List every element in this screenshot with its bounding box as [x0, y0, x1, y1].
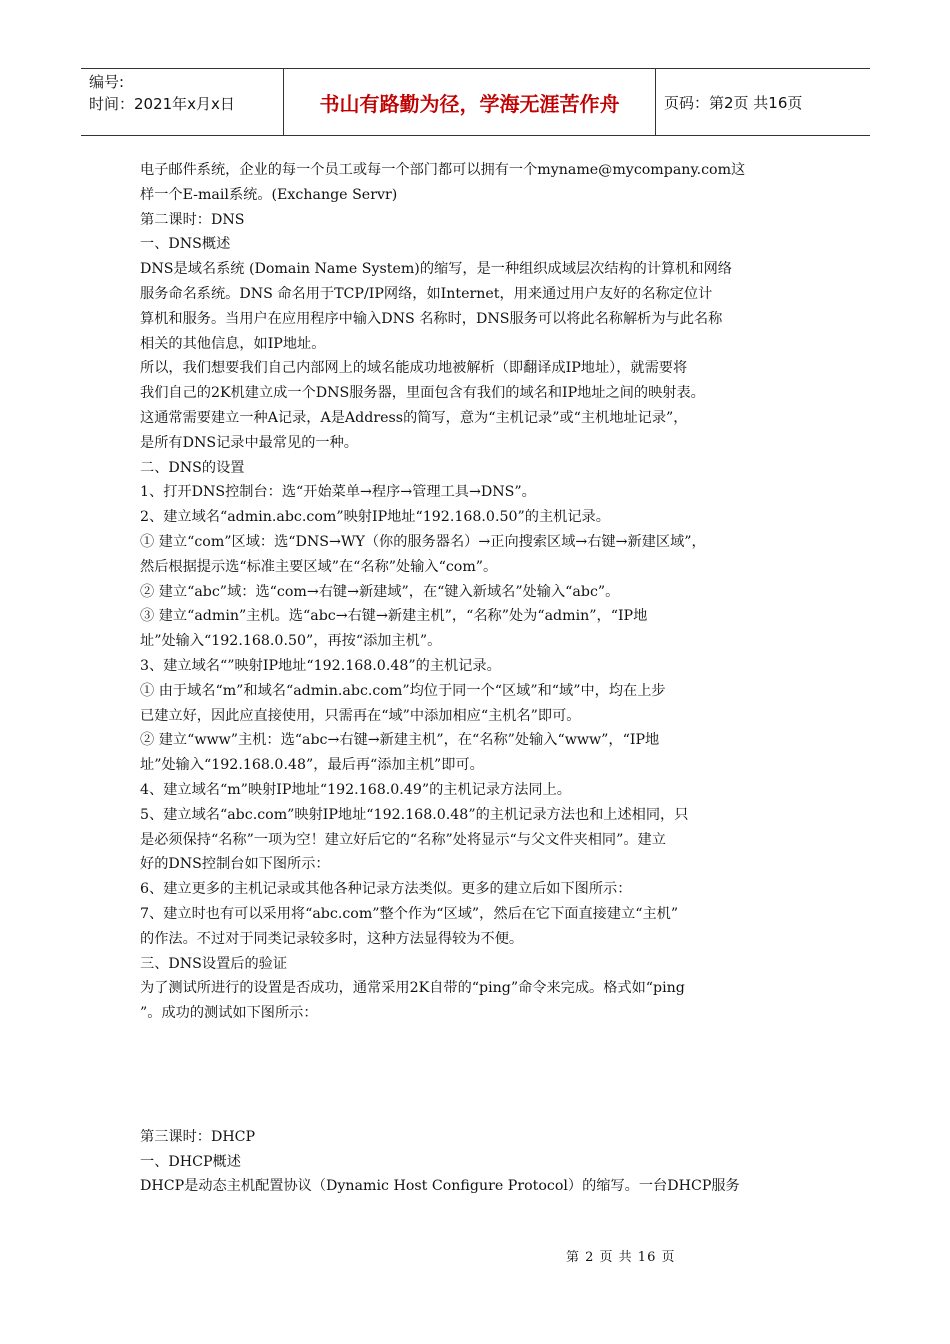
- text-line: ② 建立“abc”域：选“com→右键→新建域”，在“键入新域名”处输入“abc”。: [140, 583, 620, 600]
- text-line: ① 由于域名“m”和域名“admin.abc.com”均位于同一个“区域”和“域”中，均在上步: [140, 682, 666, 699]
- text-line: 这通常需要建立一种A记录，A是Address的简写，意为“主机记录”或“主机地址记录”，: [140, 409, 688, 426]
- text-line: 7、建立时也有可以采用将“abc.com”整个作为“区域”，然后在它下面直接建立“主机”: [140, 905, 679, 922]
- text-line: 址”处输入“192.168.0.50”，再按“添加主机”。: [140, 633, 442, 650]
- text-line: DNS是域名系统 (Domain Name System)的缩写，是一种组织成域层次结构的计算机和网络: [140, 261, 732, 278]
- text-line: 是所有DNS记录中最常见的一种。: [140, 434, 358, 451]
- text-line: 算机和服务。当用户在应用程序中输入DNS 名称时，DNS服务可以将此名称解析为与此名称: [140, 310, 723, 327]
- text-line: ② 建立“www”主机：选“abc→右键→新建主机”，在“名称”处输入“www”，“IP地: [140, 732, 660, 749]
- page-header: [81, 68, 870, 136]
- text-line: ③ 建立“admin”主机。选“abc→右键→新建主机”，“名称”处为“admin”，“IP地: [140, 608, 648, 625]
- header-page-label: 页码：第2页 共16页: [664, 93, 803, 112]
- text-line: 所以，我们想要我们自己内部网上的域名能成功地被解析（即翻译成IP地址），就需要将: [140, 360, 688, 377]
- section-heading: 第三课时：DHCP: [140, 1128, 256, 1145]
- text-line: 然后根据提示选“标准主要区域”在“名称”处输入“com”。: [140, 558, 498, 575]
- text-line: ① 建立“com”区域：选“DNS→WY（你的服务器名）→正向搜索区域→右键→新建区域”，: [140, 533, 706, 550]
- text-line: 电子邮件系统，企业的每一个员工或每一个部门都可以拥有一个myname@mycompany.com这: [140, 162, 746, 178]
- text-line: 已建立好，因此应直接使用，只需再在“域”中添加相应“主机名”即可。: [140, 707, 581, 724]
- text-line: 我们自己的2K机建立成一个DNS服务器，里面包含有我们的域名和IP地址之间的映射表。: [140, 385, 705, 402]
- header-meta: [81, 69, 283, 135]
- text-line: 服务命名系统。DNS 命名用于TCP/IP网络，如Internet，用来通过用户友好的名称定位计: [140, 285, 713, 302]
- text-line: 样一个E-mail系统。(Exchange Servr): [140, 186, 398, 203]
- document-body: [140, 158, 812, 1199]
- text-line: 6、建立更多的主机记录或其他各种记录方法类似。更多的建立后如下图所示：: [140, 881, 632, 898]
- section-heading: 三、DNS设置后的验证: [140, 955, 288, 972]
- section-heading: 一、DHCP概述: [140, 1153, 241, 1170]
- section-heading: 一、DNS概述: [140, 236, 231, 253]
- text-line: 址”处输入“192.168.0.48”，最后再“添加主机”即可。: [140, 757, 484, 774]
- section-heading: 二、DNS的设置: [140, 459, 245, 476]
- text-line: 1、打开DNS控制台：选“开始菜单→程序→管理工具→DNS”。: [140, 484, 536, 501]
- text-line: 相关的其他信息，如IP地址。: [140, 335, 326, 352]
- text-line: 3、建立域名“”映射IP地址“192.168.0.48”的主机记录。: [140, 657, 501, 674]
- text-line: 好的DNS控制台如下图所示：: [140, 856, 330, 873]
- text-line: 为了测试所进行的设置是否成功，通常采用2K自带的“ping”命令来完成。格式如“ping: [140, 980, 685, 997]
- section-heading: 第二课时：DNS: [140, 211, 245, 228]
- doc-date-label: 时间：2021年x月x日: [89, 95, 235, 113]
- figure-gap: [140, 1026, 812, 1125]
- doc-number-label: 编号:: [89, 73, 125, 91]
- header-motto: 书山有路勤为径，学海无涯苦作舟: [283, 69, 656, 135]
- text-line: 5、建立域名“abc.com”映射IP地址“192.168.0.48”的主机记录方法也和上述相同，只: [140, 806, 689, 823]
- page-footer: 第 2 页 共 16 页: [566, 1250, 676, 1265]
- text-line: 2、建立域名“admin.abc.com”映射IP地址“192.168.0.50”的主机记录。: [140, 509, 610, 526]
- text-line: 是必须保持“名称”一项为空！建立好后它的“名称”处将显示“与父文件夹相同”。建立: [140, 831, 666, 848]
- text-line: 的作法。不过对于同类记录较多时，这种方法显得较为不便。: [140, 930, 524, 947]
- text-line: DHCP是动态主机配置协议（Dynamic Host Configure Protocol）的缩写。一台DHCP服务: [140, 1178, 740, 1195]
- text-line: ”。成功的测试如下图所示：: [140, 1005, 318, 1022]
- text-line: 4、建立域名“m”映射IP地址“192.168.0.49”的主机记录方法同上。: [140, 781, 571, 798]
